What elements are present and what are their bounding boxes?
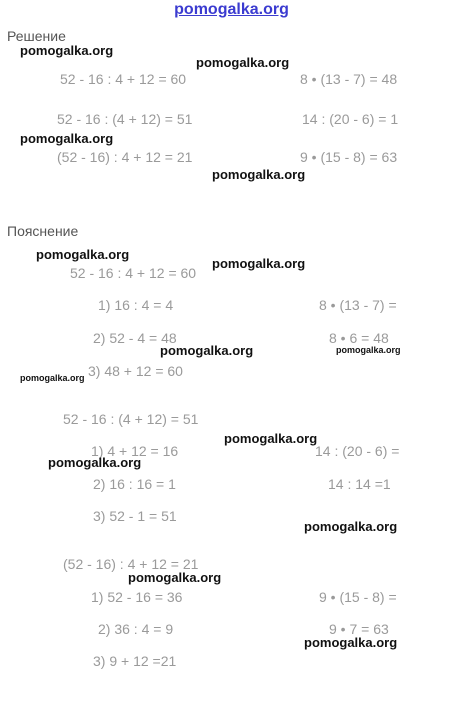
block3-step-3: 3) 9 + 12 =21 bbox=[93, 653, 177, 669]
watermark-text: pomogalka.org bbox=[212, 167, 306, 182]
block1-right-line-1: 8 • (13 - 7) = bbox=[319, 297, 397, 313]
watermark-text: pomogalka.org bbox=[196, 55, 290, 70]
watermark-text: pomogalka.org bbox=[128, 570, 222, 585]
site-header-link[interactable]: pomogalka.org bbox=[174, 1, 289, 18]
solution-heading: Решение bbox=[7, 28, 66, 44]
block3-step-2: 2) 36 : 4 = 9 bbox=[98, 621, 174, 637]
block2-step-2: 2) 16 : 16 = 1 bbox=[93, 476, 176, 492]
block2-step-3: 3) 52 - 1 = 51 bbox=[93, 508, 177, 524]
solution-expr-1-right: 8 • (13 - 7) = 48 bbox=[300, 71, 398, 87]
block1-step-3: 3) 48 + 12 = 60 bbox=[88, 363, 183, 379]
block3-right-line-2: 9 • 7 = 63 bbox=[329, 621, 389, 637]
block3-expression: (52 - 16) : 4 + 12 = 21 bbox=[63, 556, 199, 572]
watermark-text: pomogalka.org bbox=[48, 455, 142, 470]
block2-right-line-2: 14 : 14 =1 bbox=[328, 476, 391, 492]
block3-step-1: 1) 52 - 16 = 36 bbox=[91, 589, 183, 605]
solution-expr-3-right: 9 • (15 - 8) = 63 bbox=[300, 149, 398, 165]
block2-step-1: 1) 4 + 12 = 16 bbox=[91, 443, 179, 459]
block1-expression: 52 - 16 : 4 + 12 = 60 bbox=[70, 265, 197, 281]
block3-right-line-1: 9 • (15 - 8) = bbox=[319, 589, 397, 605]
block1-step-1: 1) 16 : 4 = 4 bbox=[98, 297, 174, 313]
block2-right-line-1: 14 : (20 - 6) = bbox=[315, 443, 400, 459]
solution-expr-2-left: 52 - 16 : (4 + 12) = 51 bbox=[57, 111, 193, 127]
watermark-text: pomogalka.org bbox=[20, 43, 114, 58]
block1-step-2: 2) 52 - 4 = 48 bbox=[93, 330, 177, 346]
solution-expr-2-right: 14 : (20 - 6) = 1 bbox=[302, 111, 399, 127]
solution-expr-1-left: 52 - 16 : 4 + 12 = 60 bbox=[60, 71, 187, 87]
watermark-text: pomogalka.org bbox=[20, 373, 85, 383]
watermark-text: pomogalka.org bbox=[304, 635, 398, 650]
block1-right-line-2: 8 • 6 = 48 bbox=[329, 330, 389, 346]
watermark-text: pomogalka.org bbox=[20, 131, 114, 146]
watermark-text: pomogalka.org bbox=[336, 345, 401, 355]
watermark-text: pomogalka.org bbox=[160, 343, 254, 358]
watermark-text: pomogalka.org bbox=[304, 519, 398, 534]
watermark-text: pomogalka.org bbox=[36, 247, 130, 262]
block2-expression: 52 - 16 : (4 + 12) = 51 bbox=[63, 411, 199, 427]
explanation-heading: Пояснение bbox=[7, 223, 79, 239]
solution-expr-3-left: (52 - 16) : 4 + 12 = 21 bbox=[57, 149, 193, 165]
watermark-text: pomogalka.org bbox=[212, 256, 306, 271]
watermark-text: pomogalka.org bbox=[224, 431, 318, 446]
